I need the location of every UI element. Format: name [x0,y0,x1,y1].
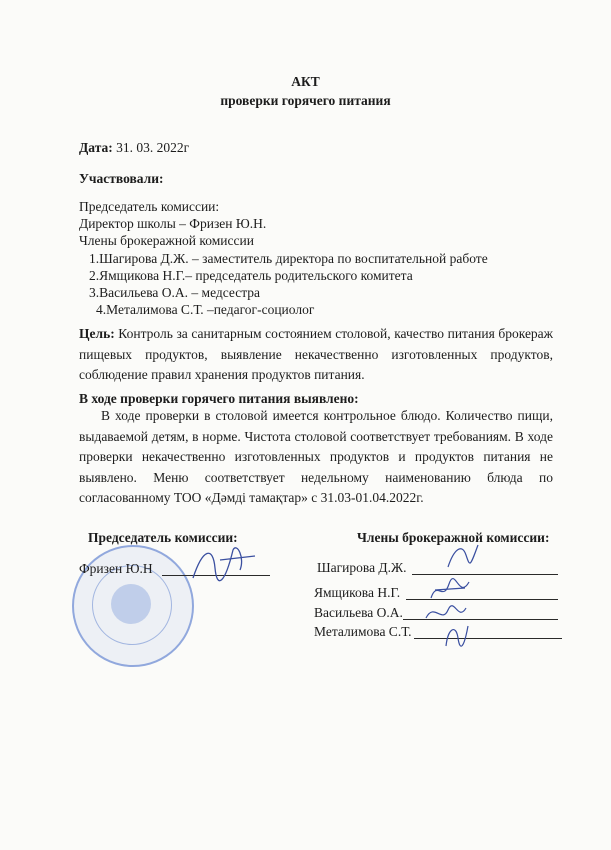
member-item: 1.Шагирова Д.Ж. – заместитель директора по воспитательной работе [89,251,488,266]
date-value: 31. 03. 2022г [116,140,190,155]
document-subtitle: проверки горячего питания [220,93,391,108]
member-signature [440,537,490,573]
chair-name: Фризен Ю.Н [79,561,153,576]
findings-heading: В ходе проверки горячего питания выявлено: [79,391,359,406]
members-signature-heading: Члены брокеражной комиссии: [357,530,550,545]
chair-signature-heading: Председатель комиссии: [88,530,238,545]
member-signature-name: Металимова С.Т. [314,624,412,639]
member-signature [438,618,474,654]
director-line: Директор школы – Фризен Ю.Н. [79,216,267,231]
document-title: АКТ [291,74,320,89]
member-signature-line [414,638,562,639]
goal-text: Контроль за санитарным состоянием столовой, качество питания брокераж пищевых продуктов, выявление некачественно изготовленных продуктов, соблюдение правил хранения продуктов питания. [79,326,554,382]
date-row [79,140,189,156]
member-item: 3.Васильева О.А. – медсестра [89,285,261,300]
findings-paragraph: В ходе проверки в столовой имеется контрольное блюдо. Количество пищи, выдаваемой детям, в норме. Чистота столовой соответствует требованиям. В ходе проверки некачественно изготовленных продуктов и продуктов питания не выявлено. Меню соответствует недельному наименованию блюда по согласованному ТОО «Дәмді тамақтар» с 31.03-01.04.2022г. [79,408,553,505]
members-label: Члены брокеражной комиссии [79,233,254,248]
member-item: 4.Металимова С.Т. –педагог-социолог [96,302,315,317]
member-item: 2.Ямщикова Н.Г.– председатель родительского комитета [89,268,413,283]
goal-paragraph [79,324,553,386]
participants-heading: Участвовали: [79,171,164,186]
date-label: Дата: [79,140,113,155]
member-signature-name: Шагирова Д.Ж. [317,560,407,575]
chair-signature [185,538,265,588]
chair-label: Председатель комиссии: [79,199,220,214]
goal-label: Цель: [79,326,115,341]
member-signature-name: Васильева О.А. [314,605,403,620]
member-signature-name: Ямщикова Н.Г. [314,585,401,600]
